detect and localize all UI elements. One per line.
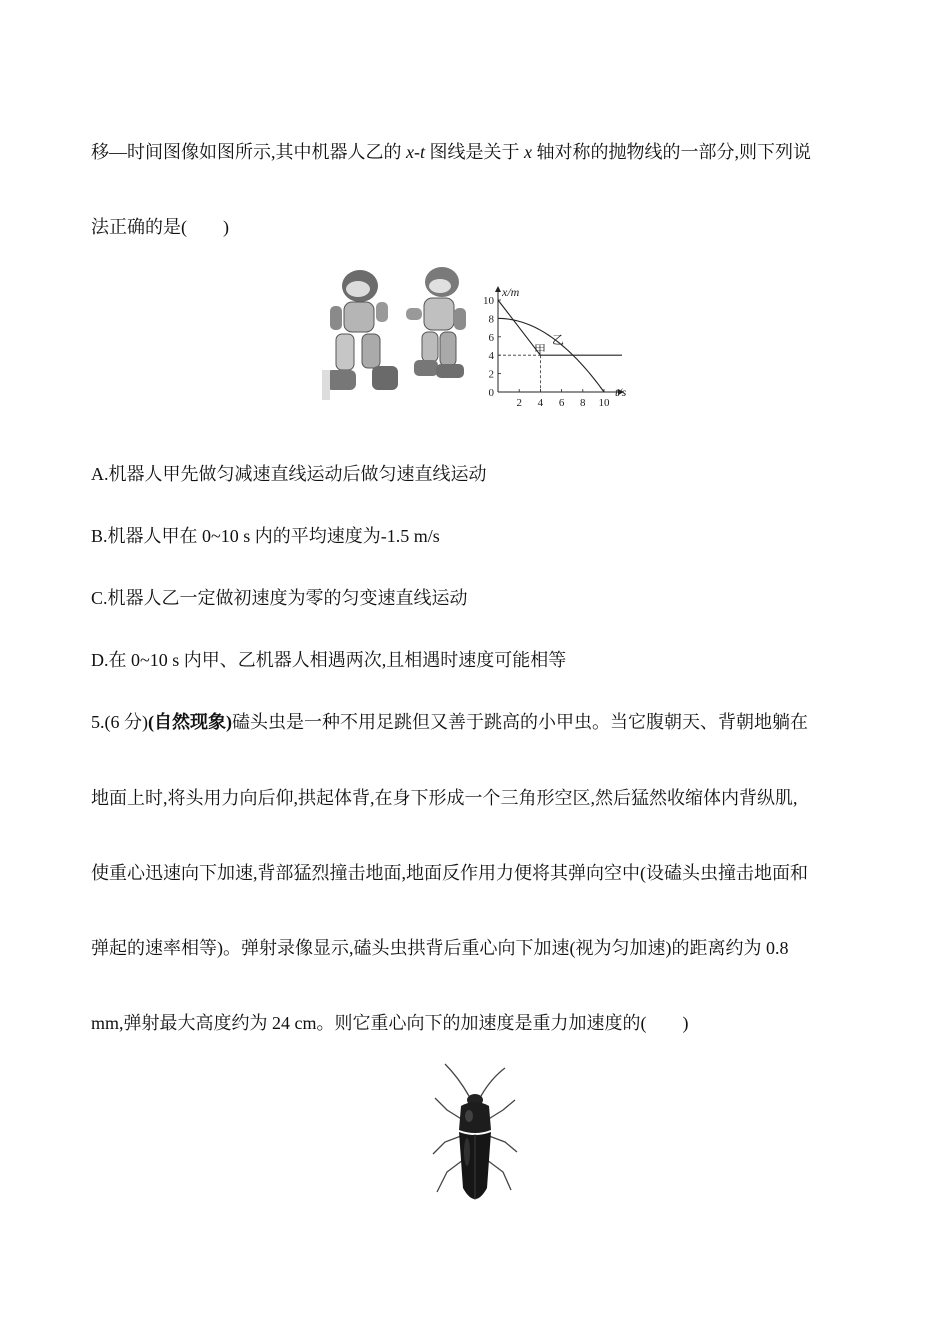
option-c[interactable]: C.机器人乙一定做初速度为零的匀变速直线运动 (91, 588, 468, 608)
x-tick-label: 4 (537, 397, 544, 408)
y-tick-label: 4 (488, 350, 494, 363)
q4-stem-line-2: 法正确的是( ) (91, 217, 229, 237)
stem-text: 磕头虫是一种不用足跳但又善于跳高的小甲虫。当它腹朝天、背朝地躺在 (232, 712, 808, 732)
x-tick-label: 10 (598, 397, 610, 408)
stem-text: 图线是关于 (424, 142, 524, 162)
click-beetle-image (425, 1060, 525, 1220)
y-tick-label: 10 (483, 295, 494, 307)
y-axis-arrow-icon (495, 286, 501, 292)
option-b[interactable]: B.机器人甲在 0~10 s 内的平均速度为-1.5 m/s (91, 526, 440, 546)
x-tick-label: 6 (558, 397, 565, 408)
xt-graph (483, 285, 627, 408)
q5-stem-line-3: 使重心迅速向下加速,背部猛烈撞击地面,地面反作用力便将其弹向空中(设磕头虫撞击地面和 (91, 863, 808, 883)
stem-text: 轴对称的抛物线的一部分,则下列说 (531, 142, 811, 162)
q5-stem-line-4: 弹起的速率相等)。弹射录像显示,磕头虫拱背后重心向下加速(视为匀加速)的距离约为 0.8 (91, 938, 789, 958)
q5-stem-line-2: 地面上时,将头用力向后仰,拱起体背,在身下形成一个三角形空区,然后猛然收缩体内背纵肌, (91, 788, 798, 808)
variable-x: x (523, 142, 532, 162)
stem-text: 移—时间图像如图所示,其中机器人乙的 (91, 142, 406, 162)
label-jia: 甲 (534, 343, 547, 357)
y-tick-label: 6 (488, 331, 494, 344)
label-yi: 乙 (552, 333, 565, 347)
variable-xt: x-t (406, 142, 425, 162)
x-tick-label: 8 (580, 397, 586, 408)
x-axis-label: t/s (615, 385, 627, 399)
robot-illustration (322, 267, 466, 400)
question-tag: (自然现象) (148, 712, 232, 732)
y-axis-label: x/m (502, 285, 520, 299)
y-tick-label: 2 (488, 368, 494, 381)
option-d[interactable]: D.在 0~10 s 内甲、乙机器人相遇两次,且相遇时速度可能相等 (91, 650, 567, 670)
q4-stem-line-1 (91, 138, 811, 164)
q5-stem-line-1 (91, 708, 808, 734)
x-tick-label: 2 (516, 397, 522, 408)
question-number: 5.(6 分) (91, 712, 148, 732)
robots-and-xt-graph-figure (322, 262, 632, 408)
y-tick-label: 0 (488, 387, 494, 399)
y-tick-label: 8 (488, 313, 494, 326)
option-a[interactable]: A.机器人甲先做匀减速直线运动后做匀速直线运动 (91, 464, 487, 484)
q5-stem-line-5: mm,弹射最大高度约为 24 cm。则它重心向下的加速度是重力加速度的( ) (91, 1013, 689, 1033)
